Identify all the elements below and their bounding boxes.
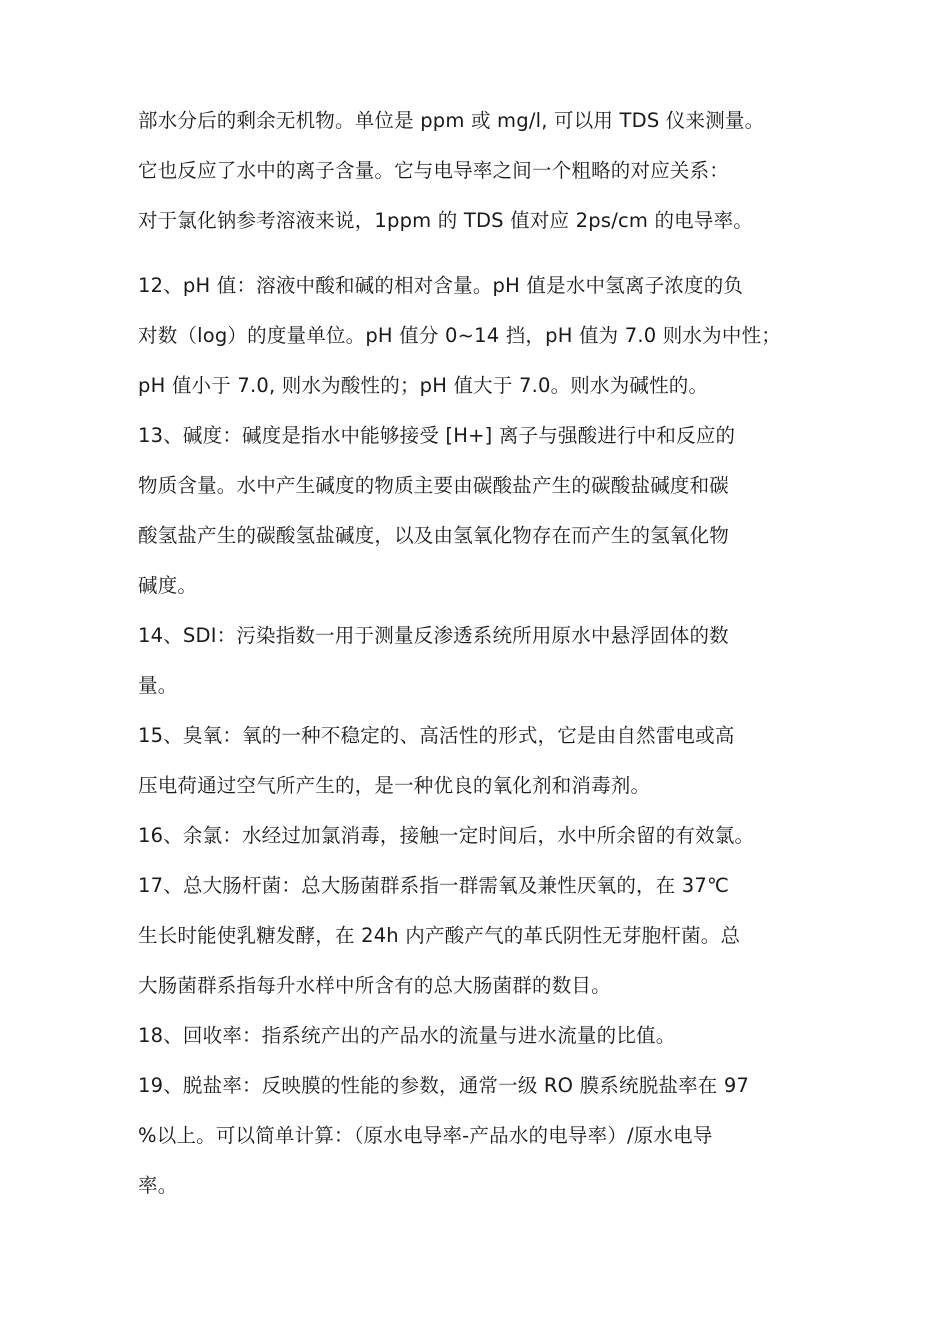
text-line: 13、碱度：碱度是指水中能够接受 [H+] 离子与强酸进行中和反应的: [138, 424, 736, 447]
text-line: 压电荷通过空气所产生的，是一种优良的氧化剂和消毒剂。: [138, 774, 651, 797]
text-line: 大肠菌群系指每升水样中所含有的总大肠菌群的数目。: [138, 974, 611, 997]
text-line: 16、余氯：水经过加氯消毒，接触一定时间后，水中所余留的有效氯。: [138, 824, 755, 847]
text-line: 酸氢盐产生的碳酸氢盐碱度，以及由氢氧化物存在而产生的氢氧化物: [138, 524, 730, 547]
text-line: 14、SDI：污染指数一用于测量反渗透系统所用原水中悬浮固体的数: [138, 624, 729, 647]
text-line: 17、总大肠杆菌：总大肠菌群系指一群需氧及兼性厌氧的，在 37℃: [138, 874, 730, 897]
text-line: 生长时能使乳糖发酵，在 24h 内产酸产气的革氏阴性无芽胞杆菌。总: [138, 924, 741, 947]
text-line: 物质含量。水中产生碱度的物质主要由碳酸盐产生的碳酸盐碱度和碳: [138, 474, 730, 497]
text-line: 19、脱盐率：反映膜的性能的参数，通常一级 RO 膜系统脱盐率在 97: [138, 1074, 750, 1097]
text-line: 对于氯化钠参考溶液来说，1ppm 的 TDS 值对应 2ps/cm 的电导率。: [138, 209, 753, 232]
text-line: 碱度。: [138, 574, 198, 597]
text-line: pH 值小于 7.0, 则水为酸性的；pH 值大于 7.0。则水为碱性的。: [138, 374, 709, 397]
text-line: 它也反应了水中的离子含量。它与电导率之间一个粗略的对应关系：: [138, 159, 730, 182]
text-line: %以上。可以简单计算：（原水电导率-产品水的电导率）/原水电导: [138, 1124, 713, 1147]
text-line: 对数（log）的度量单位。pH 值分 0~14 挡，pH 值为 7.0 则水为中性；: [138, 324, 781, 347]
text-line: 率。: [138, 1174, 178, 1197]
text-line: 12、pH 值：溶液中酸和碱的相对含量。pH 值是水中氢离子浓度的负: [138, 274, 744, 297]
text-line: 量。: [138, 674, 178, 697]
text-line: 15、臭氧：氧的一种不稳定的、高活性的形式，它是由自然雷电或高: [138, 724, 735, 747]
text-line: 18、回收率：指系统产出的产品水的流量与进水流量的比值。: [138, 1024, 676, 1047]
text-line: 部水分后的剩余无机物。单位是 ppm 或 mg/l, 可以用 TDS 仪来测量。: [138, 109, 765, 132]
